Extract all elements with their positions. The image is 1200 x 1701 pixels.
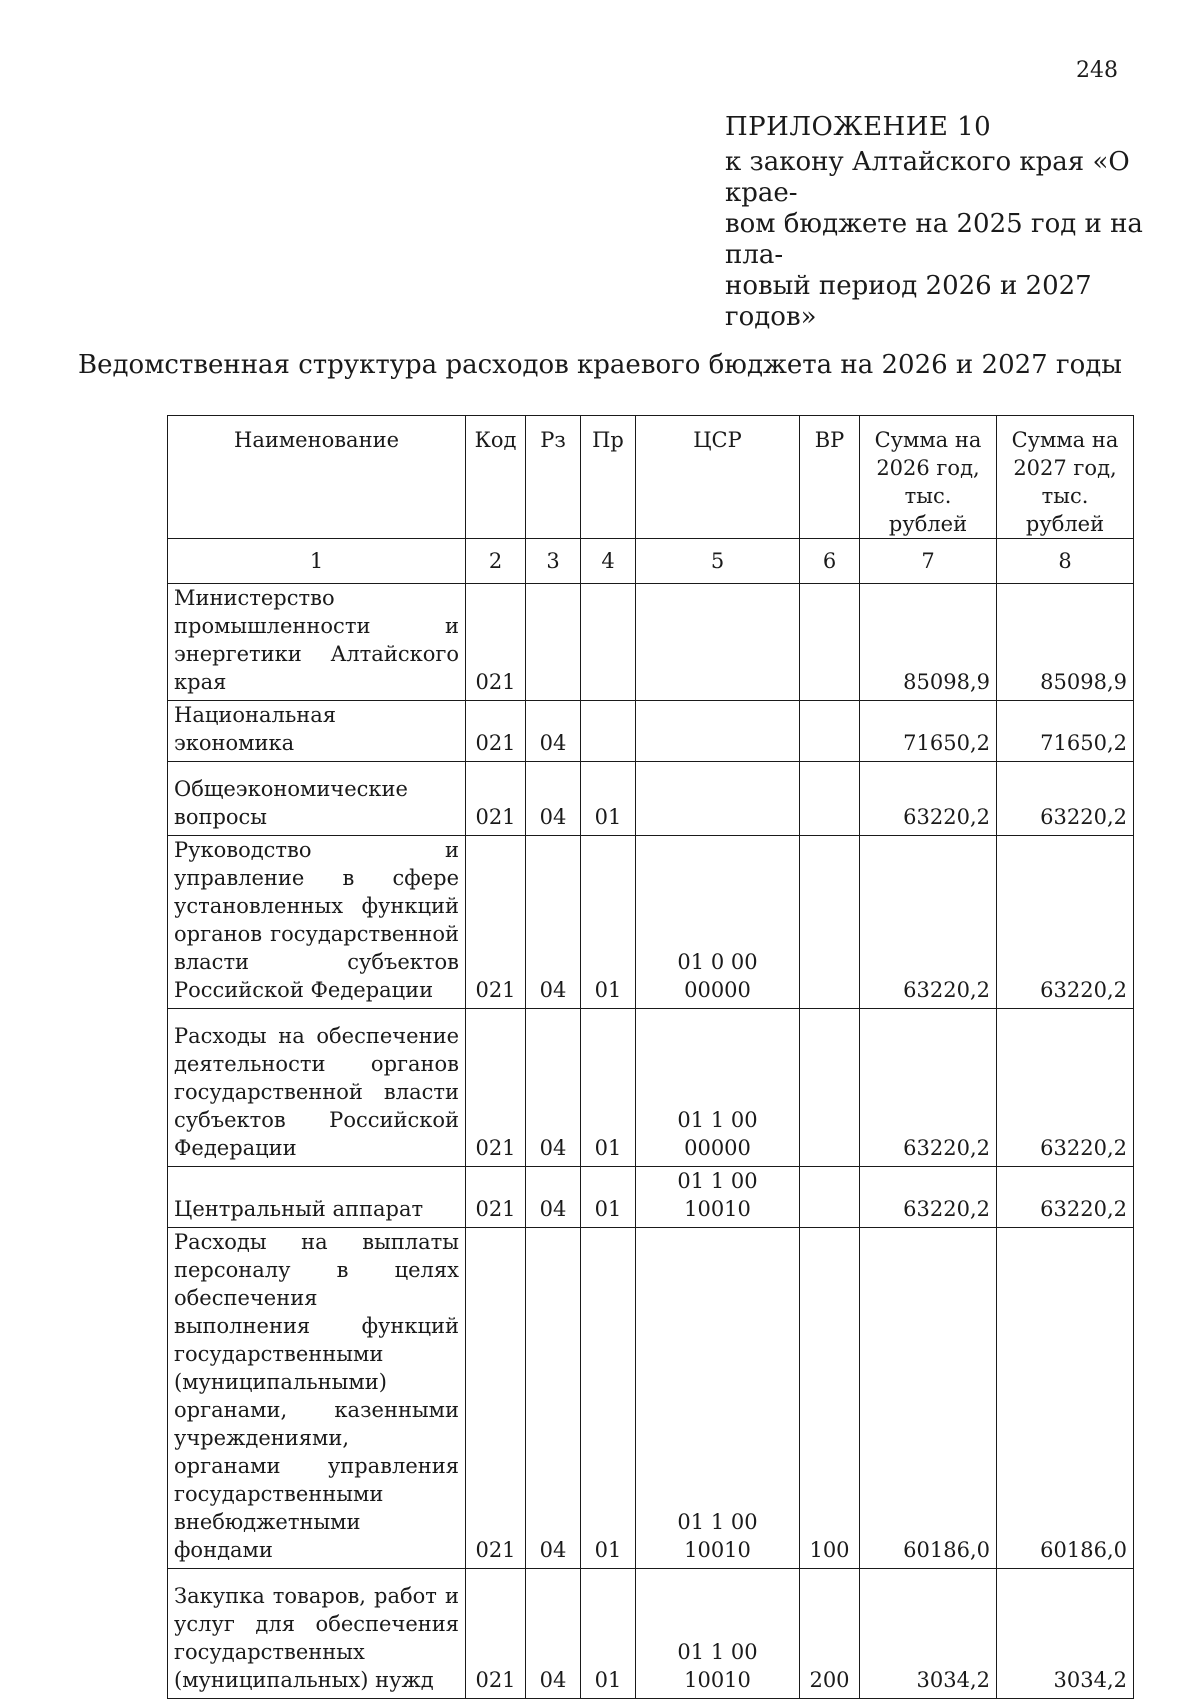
page-number: 248	[1076, 58, 1118, 83]
row-vr	[800, 762, 860, 836]
row-pr	[581, 701, 636, 762]
budget-table	[167, 415, 1134, 1699]
appendix-line: к закону Алтайского края «О крае-	[725, 147, 1130, 208]
table-row	[168, 1228, 1134, 1569]
row-sum-2027: 60186,0	[997, 1228, 1134, 1569]
header-kod: Код	[466, 416, 526, 539]
row-csr	[636, 701, 800, 762]
table-row	[168, 762, 1134, 836]
header-csr: ЦСР	[636, 416, 800, 539]
row-sum-2027: 85098,9	[997, 584, 1134, 701]
table-row	[168, 1009, 1134, 1167]
column-number: 2	[466, 539, 526, 584]
row-pr: 01	[581, 1569, 636, 1699]
table-row	[168, 1167, 1134, 1228]
row-sum-2027: 63220,2	[997, 836, 1134, 1009]
appendix-heading: ПРИЛОЖЕНИЕ 10	[725, 112, 992, 142]
row-pr: 01	[581, 1167, 636, 1228]
row-sum-2026: 63220,2	[860, 762, 997, 836]
header-sum-2026: Сумма на 2026 год, тыс. рублей	[860, 416, 997, 539]
row-rz: 04	[526, 1569, 581, 1699]
column-number: 7	[860, 539, 997, 584]
row-csr	[636, 584, 800, 701]
row-sum-2026: 60186,0	[860, 1228, 997, 1569]
table-row	[168, 701, 1134, 762]
row-name: Руководство и управление в сфере установленных функций органов государственной власти субъектов Российской Федерации	[168, 836, 466, 1009]
row-sum-2027: 71650,2	[997, 701, 1134, 762]
row-vr: 200	[800, 1569, 860, 1699]
row-sum-2026: 85098,9	[860, 584, 997, 701]
column-number: 1	[168, 539, 466, 584]
row-sum-2027: 63220,2	[997, 1009, 1134, 1167]
row-rz	[526, 584, 581, 701]
row-sum-2027: 63220,2	[997, 1167, 1134, 1228]
column-number: 4	[581, 539, 636, 584]
row-rz: 04	[526, 836, 581, 1009]
row-kod: 021	[466, 1167, 526, 1228]
row-kod: 021	[466, 1228, 526, 1569]
row-name: Закупка товаров, работ и услуг для обеспечения государственных (муниципальных) нужд	[168, 1569, 466, 1699]
row-vr	[800, 584, 860, 701]
row-pr: 01	[581, 762, 636, 836]
header-pr: Пр	[581, 416, 636, 539]
row-kod: 021	[466, 1569, 526, 1699]
row-sum-2026: 63220,2	[860, 836, 997, 1009]
table-row	[168, 836, 1134, 1009]
header-row	[168, 416, 1134, 539]
document-title: Ведомственная структура расходов краевого бюджета на 2026 и 2027 годы	[78, 350, 1122, 380]
row-csr: 01 0 00 00000	[636, 836, 800, 1009]
row-csr: 01 1 00 00000	[636, 1009, 800, 1167]
row-name: Центральный аппарат	[168, 1167, 466, 1228]
row-kod: 021	[466, 836, 526, 1009]
appendix-block	[725, 112, 1145, 333]
row-name: Министерство промышленности и энергетики Алтайского края	[168, 584, 466, 701]
row-csr: 01 1 00 10010	[636, 1569, 800, 1699]
column-number-row	[168, 539, 1134, 584]
row-rz: 04	[526, 701, 581, 762]
row-csr	[636, 762, 800, 836]
row-sum-2026: 63220,2	[860, 1167, 997, 1228]
row-sum-2026: 71650,2	[860, 701, 997, 762]
row-pr: 01	[581, 1009, 636, 1167]
appendix-line: новый период 2026 и 2027 годов»	[725, 271, 1092, 332]
row-name: Национальная экономика	[168, 701, 466, 762]
row-kod: 021	[466, 1009, 526, 1167]
row-vr	[800, 1167, 860, 1228]
row-pr: 01	[581, 1228, 636, 1569]
row-vr	[800, 1009, 860, 1167]
header-name: Наименование	[168, 416, 466, 539]
row-rz: 04	[526, 762, 581, 836]
row-vr	[800, 836, 860, 1009]
row-vr	[800, 701, 860, 762]
row-name: Общеэкономические вопросы	[168, 762, 466, 836]
column-number: 8	[997, 539, 1134, 584]
row-kod: 021	[466, 584, 526, 701]
header-sum-2027: Сумма на 2027 год, тыс. рублей	[997, 416, 1134, 539]
row-csr: 01 1 00 10010	[636, 1228, 800, 1569]
row-name: Расходы на выплаты персоналу в целях обеспечения выполнения функций государственными (муниципальными) органами, казенными учреждениями, органами управления государственными внебюджетными фондами	[168, 1228, 466, 1569]
column-number: 5	[636, 539, 800, 584]
row-sum-2026: 63220,2	[860, 1009, 997, 1167]
row-rz: 04	[526, 1009, 581, 1167]
row-sum-2027: 3034,2	[997, 1569, 1134, 1699]
row-csr: 01 1 00 10010	[636, 1167, 800, 1228]
row-sum-2027: 63220,2	[997, 762, 1134, 836]
row-kod: 021	[466, 701, 526, 762]
header-rz: Рз	[526, 416, 581, 539]
row-vr: 100	[800, 1228, 860, 1569]
row-sum-2026: 3034,2	[860, 1569, 997, 1699]
column-number: 3	[526, 539, 581, 584]
table-row	[168, 584, 1134, 701]
row-rz: 04	[526, 1167, 581, 1228]
table-row	[168, 1569, 1134, 1699]
row-rz: 04	[526, 1228, 581, 1569]
appendix-line: вом бюджете на 2025 год и на пла-	[725, 209, 1143, 270]
row-kod: 021	[466, 762, 526, 836]
column-number: 6	[800, 539, 860, 584]
row-pr: 01	[581, 836, 636, 1009]
row-name: Расходы на обеспечение деятельности органов государственной власти субъектов Российской Федерации	[168, 1009, 466, 1167]
row-pr	[581, 584, 636, 701]
header-vr: ВР	[800, 416, 860, 539]
